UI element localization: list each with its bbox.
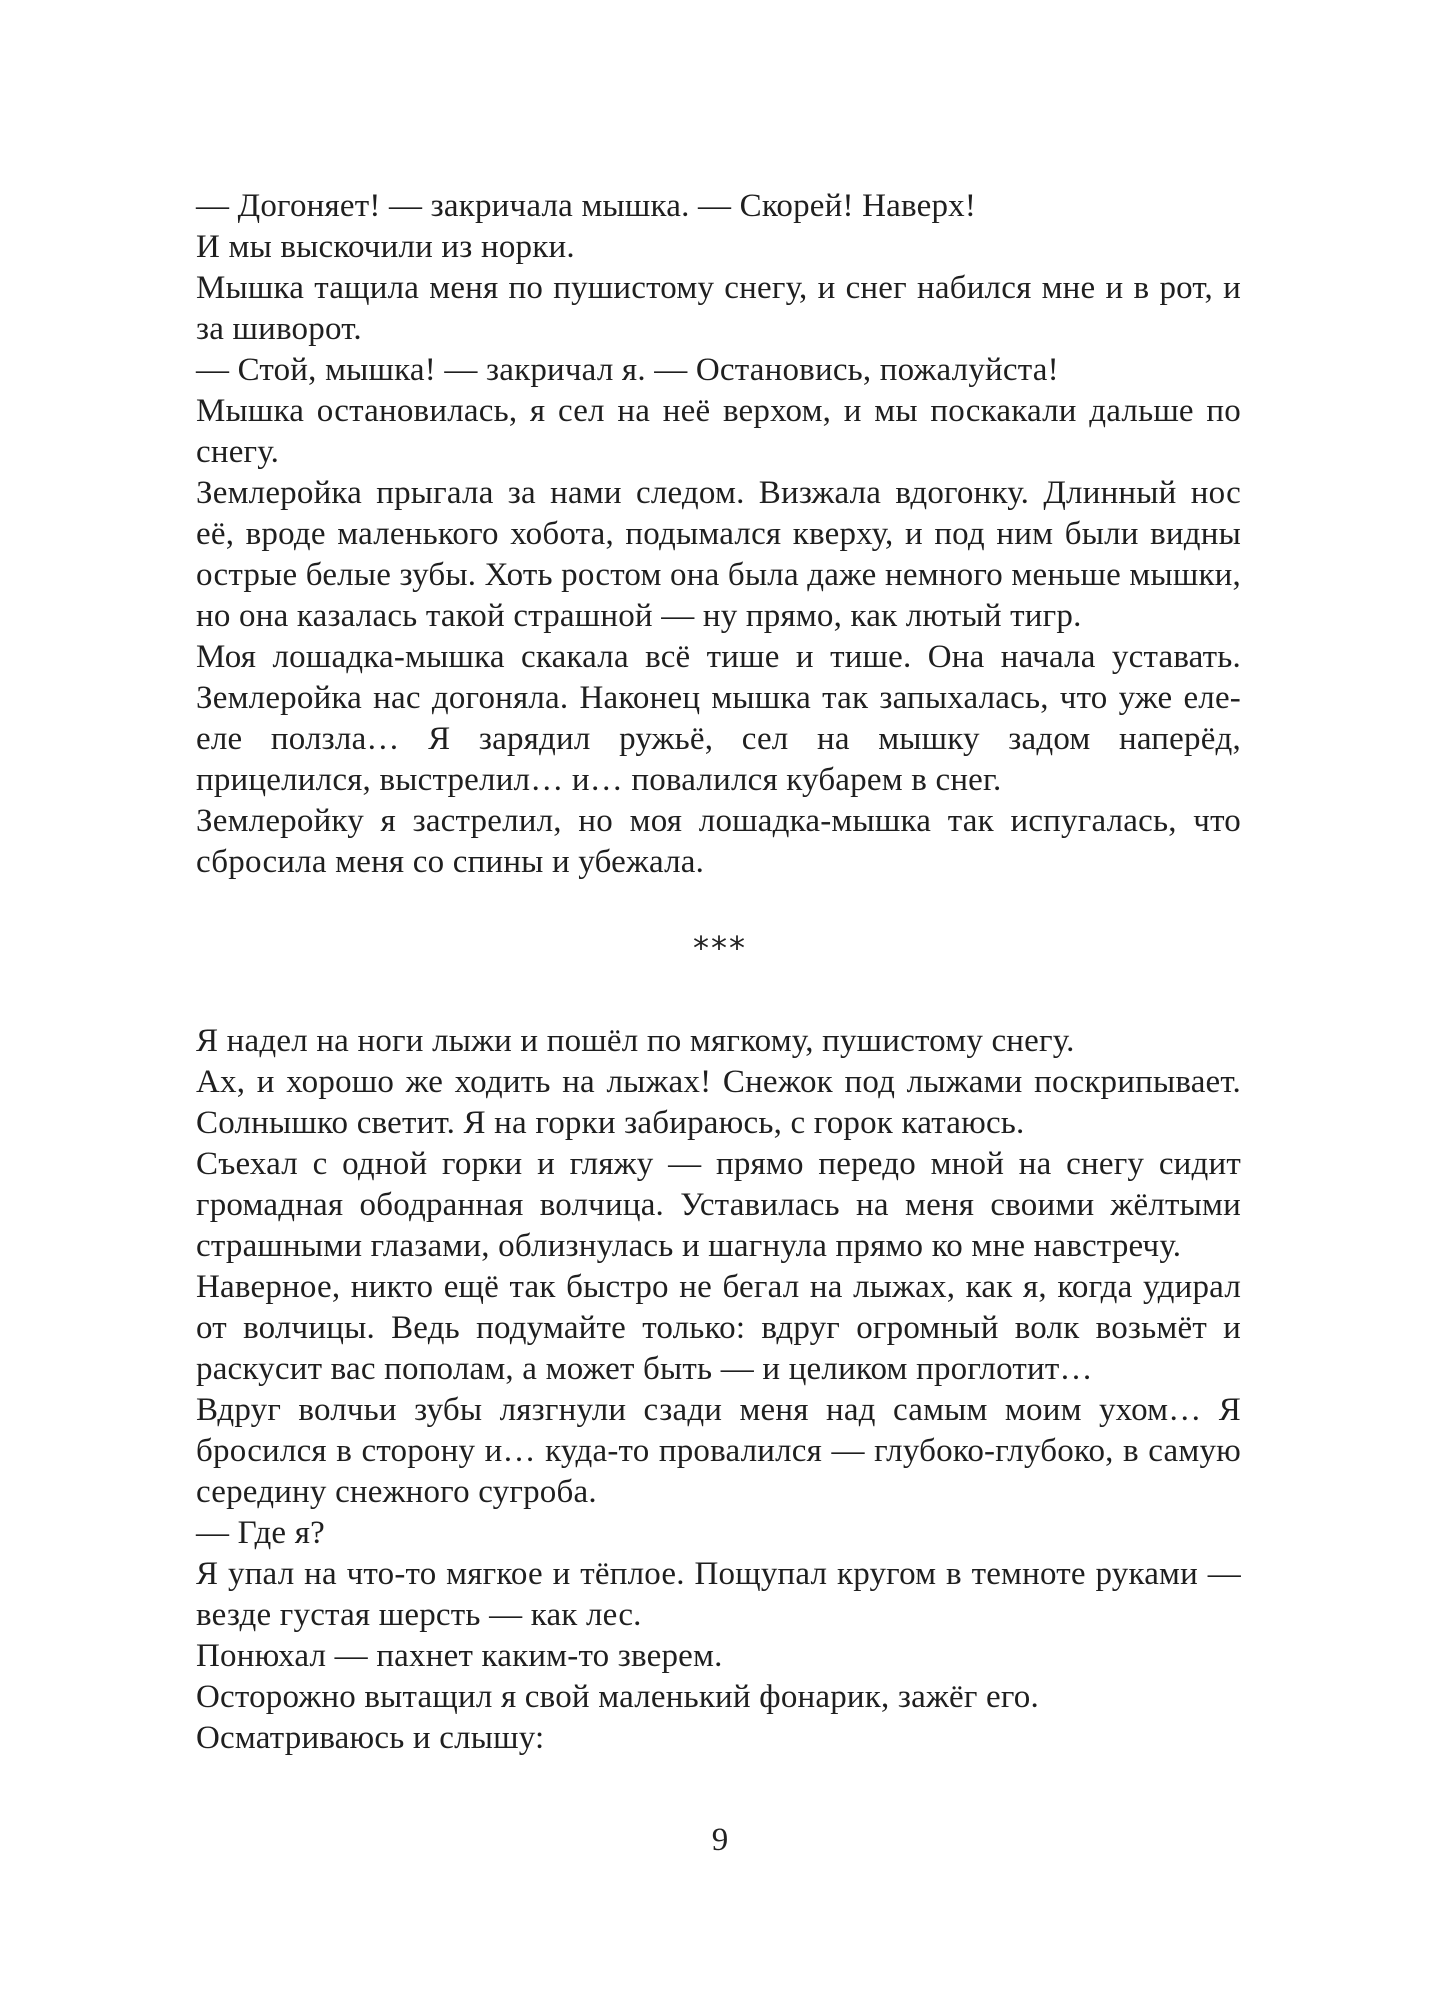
paragraph: Съехал с одной горки и гляжу — прямо передо мной на снегу сидит громадная ободранная волчица. Уставилась на меня своими жёлтыми страшными глазами, облизнулась и шагнула прямо ко мне навстречу. — [196, 1146, 1241, 1264]
paragraph: Мышка тащила меня по пушистому снегу, и снег набился мне и в рот, и за шиворот. — [196, 270, 1241, 347]
paragraph: — Догоняет! — закричала мышка. — Скорей! Наверх! — [196, 188, 977, 224]
paragraph: Я надел на ноги лыжи и пошёл по мягкому, пушистому снегу. — [196, 1023, 1075, 1059]
paragraph: — Где я? — [196, 1515, 325, 1551]
paragraph: Землеройку я застрелил, но моя лошадка-мышка так испугалась, что сбросила меня со спины и убежала. — [196, 803, 1241, 880]
paragraph: Понюхал — пахнет каким-то зверем. — [196, 1638, 723, 1674]
text-block-top — [196, 186, 1241, 883]
paragraph: Я упал на что-то мягкое и тёплое. Пощупал кругом в темноте руками — везде густая шерсть — как лес. — [196, 1556, 1241, 1633]
page-number: 9 — [711, 1822, 729, 1858]
paragraph: И мы выскочили из норки. — [196, 229, 575, 265]
paragraph: Осторожно вытащил я свой маленький фонарик, зажёг его. — [196, 1679, 1039, 1715]
section-separator: *** — [693, 929, 747, 967]
paragraph: Осматриваюсь и слышу: — [196, 1720, 545, 1756]
paragraph: Наверное, никто ещё так быстро не бегал на лыжах, как я, когда удирал от волчицы. Ведь подумайте только: вдруг огромный волк возьмёт и раскусит вас пополам, а может быть — и целиком проглотит… — [196, 1269, 1241, 1387]
paragraph: Мышка остановилась, я сел на неё верхом, и мы поскакали дальше по снегу. — [196, 393, 1241, 470]
paragraph: — Стой, мышка! — закричал я. — Остановись, пожалуйста! — [196, 352, 1059, 388]
text-block-bottom — [196, 1021, 1241, 1759]
paragraph: Землеройка прыгала за нами следом. Визжала вдогонку. Длинный нос её, вроде маленького хобота, подымался кверху, и под ним были видны острые белые зубы. Хоть ростом она была даже немного меньше мышки, но она казалась такой страшной — ну прямо, как лютый тигр. — [196, 475, 1241, 634]
paragraph: Вдруг волчьи зубы лязгнули сзади меня над самым моим ухом… Я бросился в сторону и… куда-то провалился — глубоко-глубоко, в самую середину снежного сугроба. — [196, 1392, 1241, 1510]
paragraph: Ах, и хорошо же ходить на лыжах! Снежок под лыжами поскрипывает. Солнышко светит. Я на горки забираюсь, с горок катаюсь. — [196, 1064, 1241, 1141]
paragraph: Моя лошадка-мышка скакала всё тише и тише. Она начала уставать. Землеройка нас догоняла. Наконец мышка так запыхалась, что уже еле-еле ползла… Я зарядил ружьё, сел на мышку задом наперёд, прицелился, выстрелил… и… повалился кубарем в снег. — [196, 639, 1241, 798]
